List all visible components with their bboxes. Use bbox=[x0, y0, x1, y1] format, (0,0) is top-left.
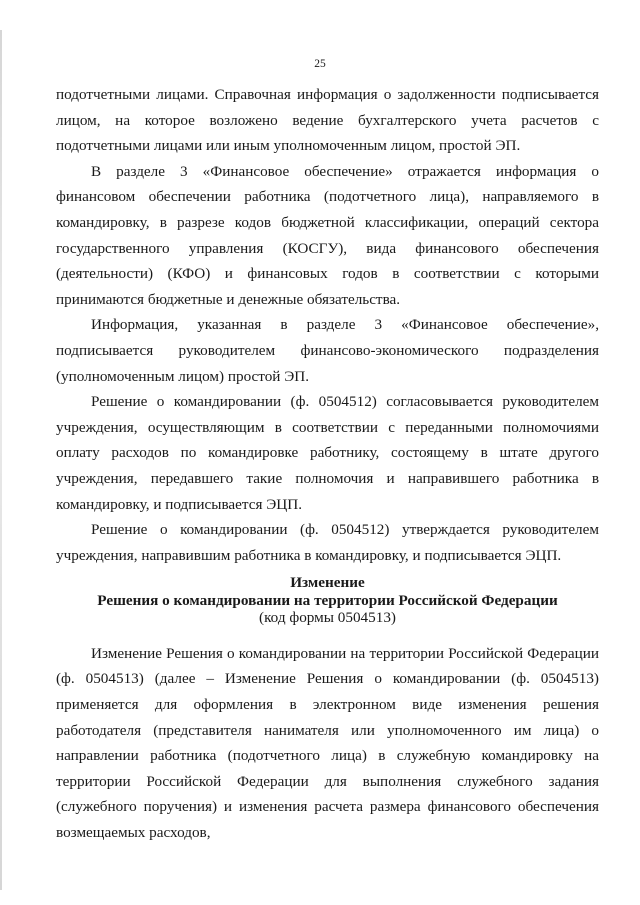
paragraph-2: В разделе 3 «Финансовое обеспечение» отражается информация о финансовом обеспечении работника (подотчетного лица), направляемого в командировку, в разрезе кодов бюджетной классификации, операций сектора государственного управления (КОСГУ), вида финансового обеспечения (деятельности) (КФО) и финансовых годов в соответствии с которыми принимаются бюджетные и денежные обязательства. bbox=[56, 162, 599, 308]
page-number: 25 bbox=[314, 58, 326, 70]
paragraph-6: Изменение Решения о командировании на территории Российской Федерации (ф. 0504513) (далее – Изменение Решения о командировании (ф. 0504513) применяется для оформления в электронном виде изменения решения работодателя (представителя нанимателя или уполномоченного им лица) о направлении работника (подотчетного лица) в служебную командировку на территории Российской Федерации для выполнения служебного задания (служебного поручения) и изменения расчета размера финансового обеспечения возмещаемых расходов, bbox=[56, 644, 599, 841]
paragraph-4: Решение о командировании (ф. 0504512) согласовывается руководителем учреждения, осуществляющим в соответствии с переданными полномочиями оплату расходов по командировке работнику, состоящему в штате другого учреждения, передавшего такие полномочия и направившего работника в командировку, и подписывается ЭЦП. bbox=[56, 393, 599, 513]
paragraph-5: Решение о командировании (ф. 0504512) утверждается руководителем учреждения, направившим работника в командировку, и подписывается ЭЦП. bbox=[56, 521, 599, 564]
section-heading-subtitle: Решения о командировании на территории Российской Федерации bbox=[97, 591, 558, 609]
section-heading-form-code: (код формы 0504513) bbox=[259, 609, 396, 627]
section-heading-title: Изменение bbox=[290, 574, 365, 592]
paragraph-1: подотчетными лицами. Справочная информация о задолженности подписывается лицом, на которое возложено ведение бухгалтерского учета расчетов с подотчетными лицами или иным уполномоченным лицом, простой ЭП. bbox=[56, 86, 599, 155]
scan-edge-mark bbox=[0, 30, 2, 890]
document-body bbox=[56, 82, 599, 846]
paragraph-3: Информация, указанная в разделе 3 «Финансовое обеспечение», подписывается руководителем финансово-экономического подразделения (уполномоченным лицом) простой ЭП. bbox=[56, 316, 599, 385]
